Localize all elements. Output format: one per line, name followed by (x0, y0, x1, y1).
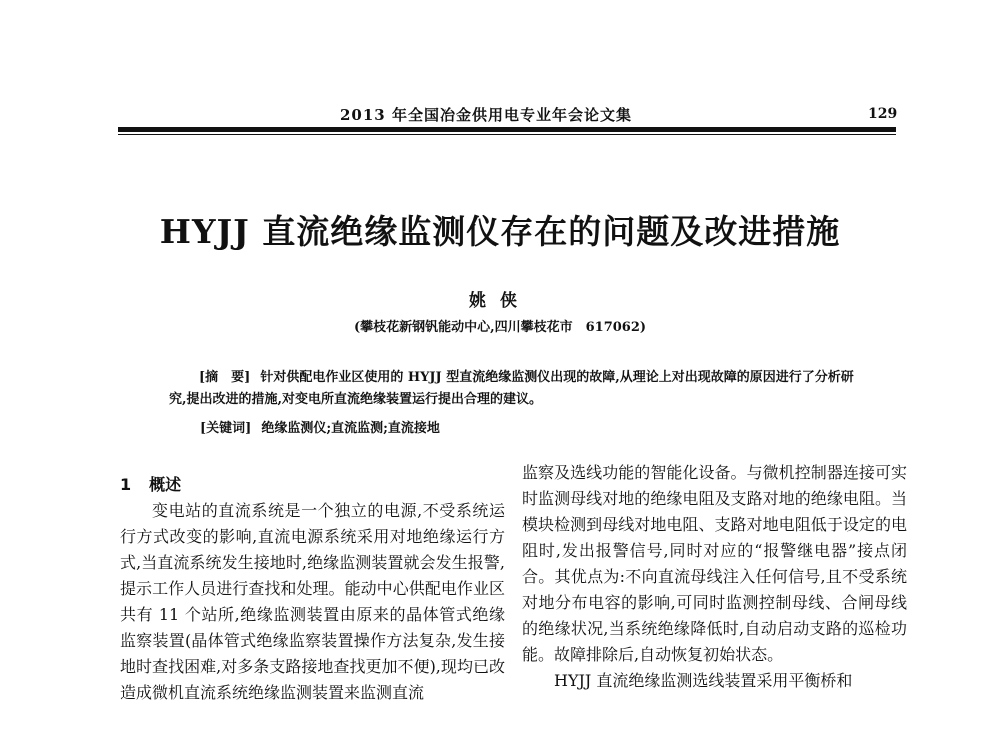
page-number: 129 (868, 106, 898, 122)
header-rule-thick (118, 127, 896, 132)
abstract (169, 367, 869, 411)
article-title: HYJJ 直流绝缘监测仪存在的问题及改进措施 (159, 212, 841, 251)
right-column (522, 460, 907, 694)
abstract-text: 针对供配电作业区使用的 HYJJ 型直流绝缘监测仪出现的故障,从理论上对出现故障的原因进行了分析研究,提出改进的措施,对变电所直流绝缘装置运行提出合理的建议。 (169, 370, 854, 407)
section-number: 1 (120, 475, 132, 494)
author-affiliation: (攀枝花新钢钒能动中心,四川攀枝花市 617062) (353, 320, 647, 335)
paragraph: 监察及选线功能的智能化设备。与微机控制器连接可实时监测母线对地的绝缘电阻及支路对地的绝缘电阻。当模块检测到母线对地电阻、支路对地电阻低于设定的电阻时,发出报警信号,同时对应的“报警继电器”接点闭合。其优点为:不向直流母线注入任何信号,且不受系统对地分布电容的影响,可同时监测控制母线、合闸母线的绝缘状况,当系统绝缘降低时,自动启动支路的巡检功能。故障排除后,自动恢复初始状态。 (522, 463, 907, 664)
left-column (120, 472, 505, 706)
header-rule-thin (118, 134, 896, 135)
keywords-text: 绝缘监测仪;直流监测;直流接地 (261, 421, 440, 436)
author-name: 姚侠 (469, 291, 531, 311)
paragraph: 变电站的直流系统是一个独立的电源,不受系统运行方式改变的影响,直流电源系统采用对地绝缘运行方式,当直流系统发生接地时,绝缘监测装置就会发生报警,提示工作人员进行查找和处理。能动中心供配电作业区共有 11 个站所,绝缘监测装置由原来的晶体管式绝缘监察装置(晶体管式绝缘监察装置操作方法复杂,发生接地时查找困难,对多条支路接地查找更加不便),现均已改造成微机直流系统绝缘监测装置来监测直流 (120, 501, 505, 702)
paragraph: HYJJ 直流绝缘监测选线装置采用平衡桥和 (554, 671, 853, 690)
section-heading (120, 472, 505, 498)
section-title: 概述 (149, 475, 182, 494)
keywords (200, 417, 860, 436)
abstract-label: [摘 要] (199, 370, 251, 385)
journal-title: 2013 年全国冶金供用电专业年会论文集 (340, 106, 632, 124)
running-head (0, 100, 1000, 130)
keywords-label: [关键词] (200, 421, 252, 436)
